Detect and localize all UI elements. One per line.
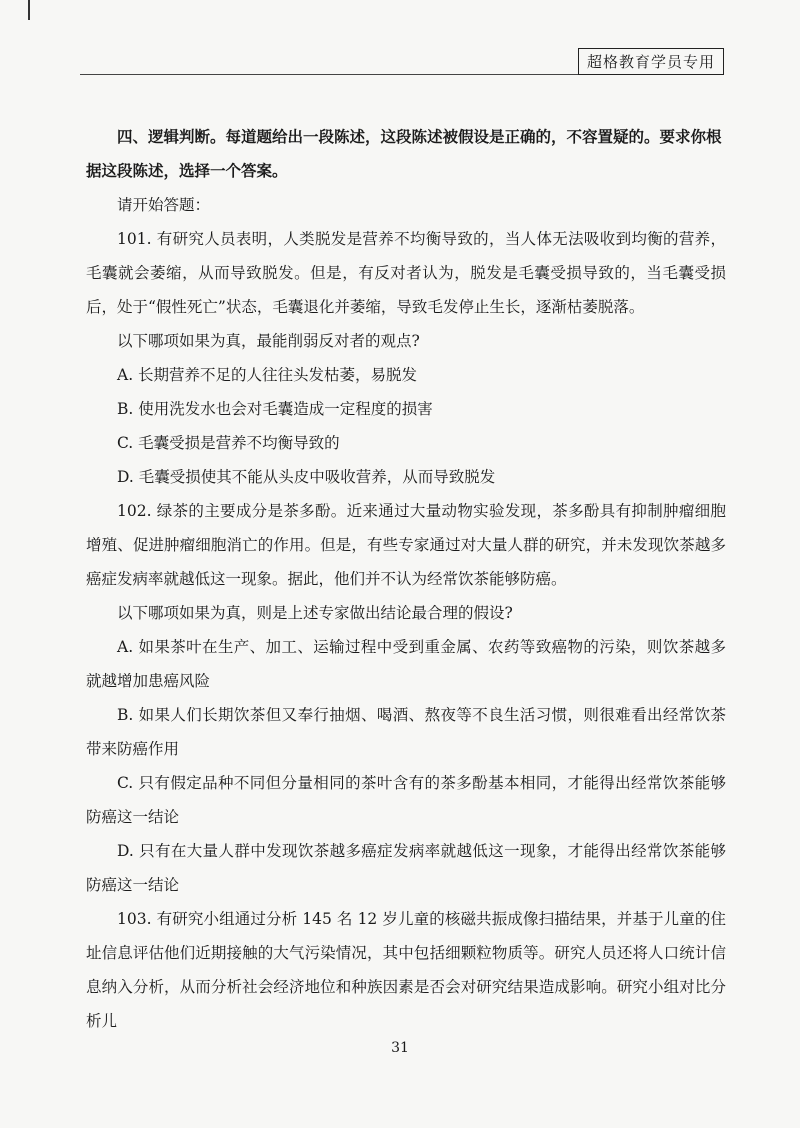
q102-option-b: B. 如果人们长期饮茶但又奉行抽烟、喝酒、熬夜等不良生活习惯，则很难看出经常饮茶带来防癌作用 [86,706,726,758]
q102-option-a: A. 如果茶叶在生产、加工、运输过程中受到重金属、农药等致癌物的污染，则饮茶越多就越增加患癌风险 [86,638,726,690]
section-title-line1: 四、逻辑判断。每道题给出一段陈述，这段陈述被假设是正确的，不容置疑的。要求你根 [117,127,722,146]
page-number: 31 [391,1040,409,1056]
page-body [86,120,726,1038]
section-title-line2: 据这段陈述，选择一个答案。 [86,161,288,180]
q103-stem: 103. 有研究小组通过分析 145 名 12 岁儿童的核磁共振成像扫描结果，并基于儿童的住址信息评估他们近期接触的大气污染情况，其中包括细颗粒物质等。研究人员还将人口统计信息纳入分析，从而分析社会经济地位和种族因素是否会对研究结果造成影响。研究小组对比分析儿 [86,910,726,1030]
q101-question: 以下哪项如果为真，最能削弱反对者的观点? [117,332,420,350]
q102-question: 以下哪项如果为真，则是上述专家做出结论最合理的假设? [117,604,513,622]
q101-stem: 101. 有研究人员表明，人类脱发是营养不均衡导致的，当人体无法吸收到均衡的营养，毛囊就会萎缩，从而导致脱发。但是，有反对者认为，脱发是毛囊受损导致的，当毛囊受损后，处于“假性死亡”状态，毛囊退化并萎缩，导致毛发停止生长，逐渐枯萎脱落。 [86,230,726,316]
section-title [86,120,726,188]
start-prompt: 请开始答题： [117,196,211,214]
watermark-stamp: 超格教育学员专用 [578,48,724,75]
q101-option-b: B. 使用洗发水也会对毛囊造成一定程度的损害 [117,400,433,418]
q102-option-c: C. 只有假定品种不同但分量相同的茶叶含有的茶多酚基本相同，才能得出经常饮茶能够防癌这一结论 [86,774,726,826]
scan-edge-mark [28,0,30,20]
q102-option-d: D. 只有在大量人群中发现饮茶越多癌症发病率就越低这一现象，才能得出经常饮茶能够防癌这一结论 [86,842,726,894]
q101-option-d: D. 毛囊受损使其不能从头皮中吸收营养，从而导致脱发 [117,468,496,486]
q101-option-a: A. 长期营养不足的人往往头发枯萎，易脱发 [117,366,418,384]
q102-stem: 102. 绿茶的主要成分是茶多酚。近来通过大量动物实验发现，茶多酚具有抑制肿瘤细胞增殖、促进肿瘤细胞消亡的作用。但是，有些专家通过对大量人群的研究，并未发现饮茶越多癌症发病率就越低这一现象。据此，他们并不认为经常饮茶能够防癌。 [86,502,726,588]
q101-option-c: C. 毛囊受损是营养不均衡导致的 [117,434,340,452]
